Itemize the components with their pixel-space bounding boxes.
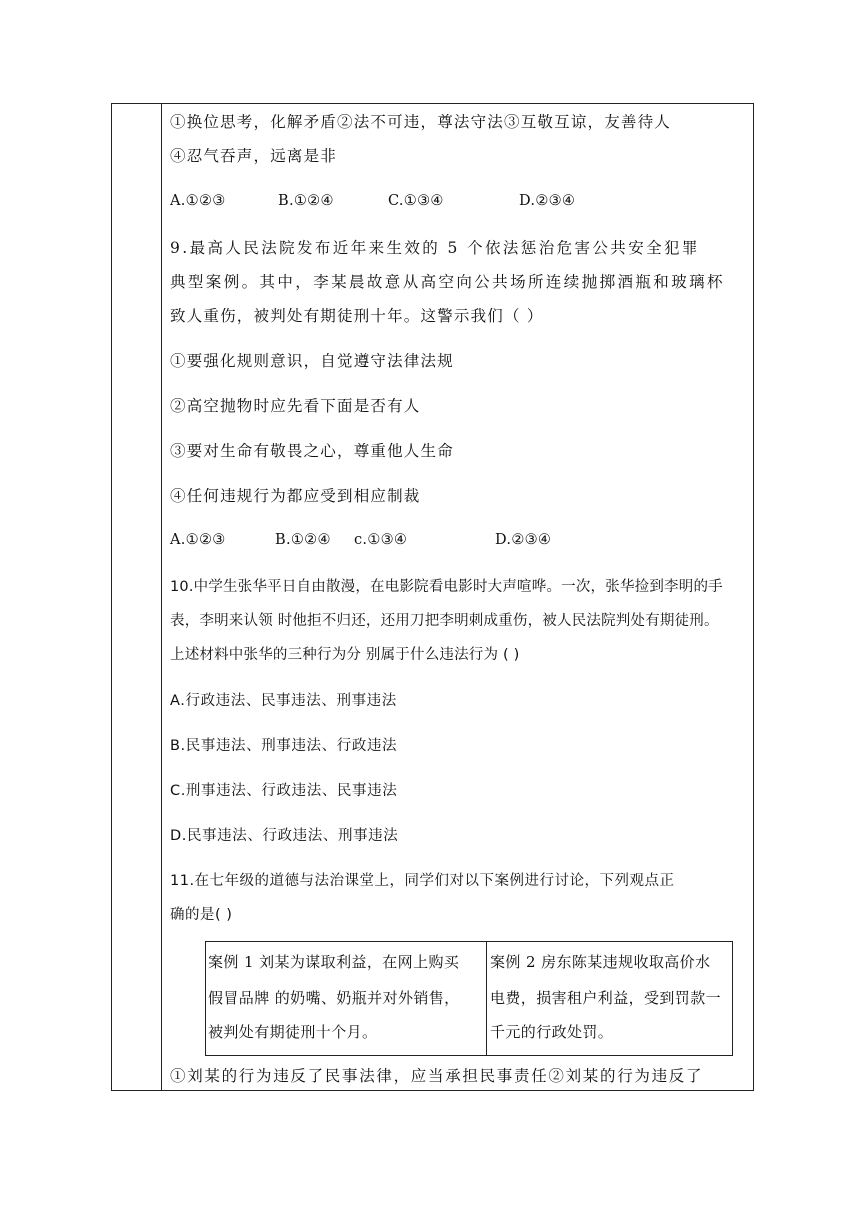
q8-option-c: C.①③④ xyxy=(388,193,444,209)
q10-stem-line2: 表，李明来认领 时他拒不归还，还用刀把李明刺成重伤，被人民法院判处有期徒刑。 xyxy=(170,613,719,629)
q11-stem-line2: 确的是( ) xyxy=(170,907,233,923)
q8-option-b: B.①②④ xyxy=(278,193,334,209)
q10-stem-line3: 上述材料中张华的三种行为分 别属于什么违法行为 ( ) xyxy=(170,647,520,663)
q10-option-b: B.民事违法、刑事违法、行政违法 xyxy=(170,738,398,754)
case2-line3: 千元的行政处罚。 xyxy=(490,1023,614,1041)
q10-option-c: C.刑事违法、行政违法、民事违法 xyxy=(170,783,398,799)
q9-stem-line2: 典型案例。其中，李某晨故意从高空向公共场所连续抛掷酒瓶和玻璃杯 xyxy=(170,273,725,291)
q11-item-line1: ①刘某的行为违反了民事法律，应当承担民事责任②刘某的行为违反了 xyxy=(170,1067,704,1085)
case1-line2: 假冒品牌 的奶嘴、奶瓶并对外销售， xyxy=(208,989,460,1007)
case1-line1: 案例 1 刘某为谋取利益，在网上购买 xyxy=(208,953,460,971)
case1-line3: 被判处有期徒刑十个月。 xyxy=(208,1023,378,1041)
q9-item-4: ④任何违规行为都应受到相应制裁 xyxy=(170,487,421,505)
case-table-divider xyxy=(486,941,487,1056)
q8-option-a: A.①②③ xyxy=(170,193,226,209)
q9-stem-line3: 致人重伤，被判处有期徒刑十年。这警示我们（ ） xyxy=(170,307,544,325)
q11-stem-line1: 11.在七年级的道德与法治课堂上，同学们对以下案例进行讨论，下列观点正 xyxy=(170,873,675,889)
q8-items-line1: ①换位思考，化解矛盾②法不可违，尊法守法③互敬互谅，友善待人 xyxy=(170,113,672,131)
q9-stem-line1: 9.最高人民法院发布近年来生效的 5 个依法惩治危害公共安全犯罪 xyxy=(170,239,700,257)
q9-option-c: c.①③④ xyxy=(354,532,408,548)
q8-option-d: D.②③④ xyxy=(519,193,576,209)
q9-item-3: ③要对生命有敬畏之心，尊重他人生命 xyxy=(170,442,454,460)
q9-option-a: A.①②③ xyxy=(170,532,226,548)
q9-item-2: ②高空抛物时应先看下面是否有人 xyxy=(170,397,421,415)
q9-option-b: B.①②④ xyxy=(275,532,331,548)
q10-option-a: A.行政违法、民事违法、刑事违法 xyxy=(170,693,397,709)
q10-option-d: D.民事违法、行政违法、刑事违法 xyxy=(170,828,399,844)
table-column-divider xyxy=(161,103,162,1091)
q8-items-line2: ④忍气吞声，远离是非 xyxy=(170,147,338,165)
q10-stem-line1: 10.中学生张华平日自由散漫，在电影院看电影时大声喧哗。一次，张华捡到李明的手 xyxy=(170,579,723,595)
q9-item-1: ①要强化规则意识，自觉遵守法律法规 xyxy=(170,352,454,370)
q9-option-d: D.②③④ xyxy=(495,532,552,548)
case2-line2: 电费，损害租户利益，受到罚款一 xyxy=(490,989,722,1007)
case2-line1: 案例 2 房东陈某违规收取高价水 xyxy=(490,953,711,971)
